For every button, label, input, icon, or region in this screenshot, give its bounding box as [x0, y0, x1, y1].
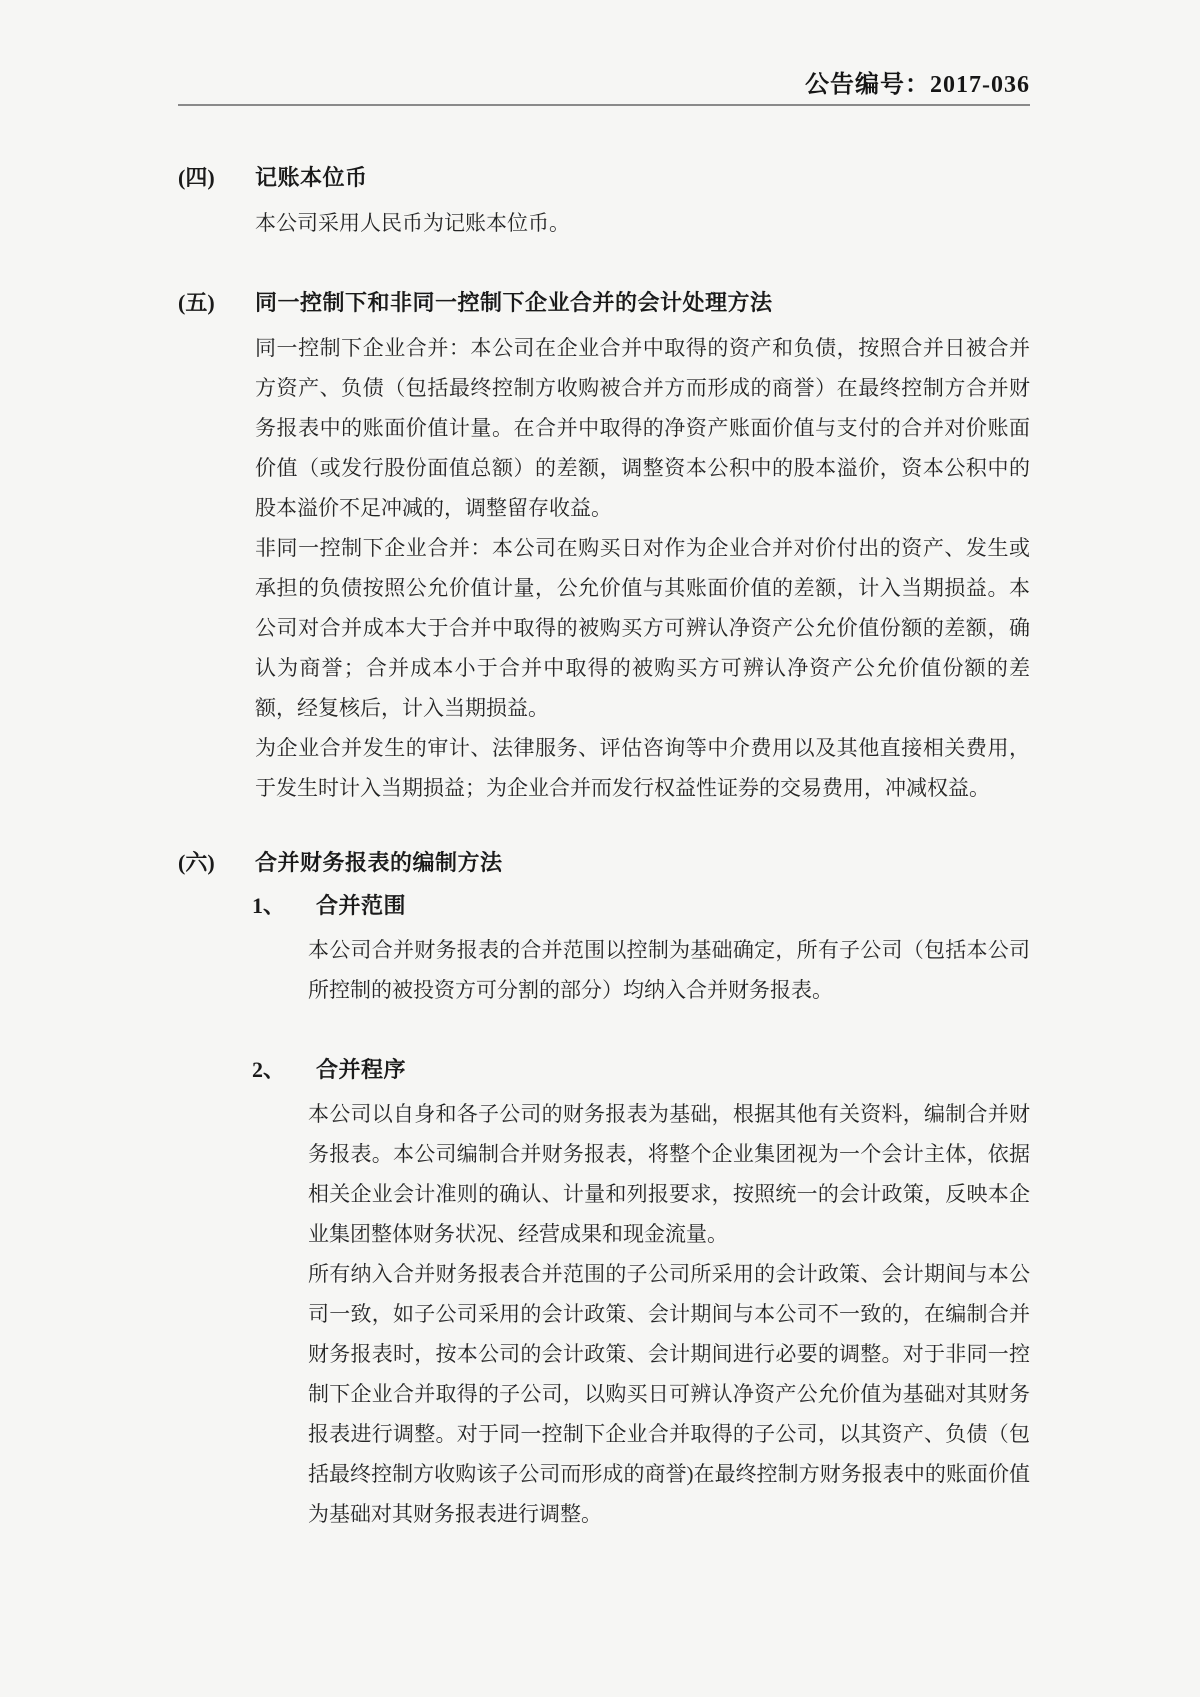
subsection-consolidation-procedure: [252, 1054, 1030, 1534]
section-title: 合并财务报表的编制方法: [255, 850, 503, 875]
subsection-consolidation-scope: [252, 890, 1030, 1010]
paragraph: 本公司以自身和各子公司的财务报表为基础，根据其他有关资料，编制合并财务报表。本公司编制合并财务报表，将整个企业集团视为一个会计主体，依据相关企业会计准则的确认、计量和列报要求，按照统一的会计政策，反映本企业集团整体财务状况、经营成果和现金流量。: [308, 1102, 1030, 1246]
subsection-title: 合并范围: [316, 893, 407, 918]
subsection-number: 2、: [252, 1057, 286, 1082]
paragraph: 所有纳入合并财务报表合并范围的子公司所采用的会计政策、会计期间与本公司一致，如子公司采用的会计政策、会计期间与本公司不一致的，在编制合并财务报表时，按本公司的会计政策、会计期间进行必要的调整。对于非同一控制下企业合并取得的子公司，以购买日可辨认净资产公允价值为基础对其财务报表进行调整。对于同一控制下企业合并取得的子公司，以其资产、负债（包括最终控制方收购该子公司而形成的商誉)在最终控制方财务报表中的账面价值为基础对其财务报表进行调整。: [308, 1262, 1030, 1526]
section-body: [255, 328, 1030, 808]
subsection-title: 合并程序: [316, 1057, 407, 1082]
section-title: 同一控制下和非同一控制下企业合并的会计处理方法: [255, 290, 773, 315]
paragraph: 为企业合并发生的审计、法律服务、评估咨询等中介费用以及其他直接相关费用，于发生时计入当期损益；为企业合并而发行权益性证券的交易费用，冲减权益。: [255, 736, 1030, 800]
section-consolidated-statements: [178, 847, 1030, 1534]
paragraph: 本公司采用人民币为记账本位币。: [255, 211, 570, 235]
paragraph: 本公司合并财务报表的合并范围以控制为基础确定，所有子公司（包括本公司所控制的被投资方可分割的部分）均纳入合并财务报表。: [308, 938, 1030, 1002]
section-body: [255, 203, 1030, 243]
subsection-head: [252, 890, 1030, 922]
doc-number: 公告编号：2017-036: [805, 72, 1030, 98]
section-head: [178, 287, 1030, 319]
paragraph: 同一控制下企业合并：本公司在企业合并中取得的资产和负债，按照合并日被合并方资产、负债（包括最终控制方收购被合并方而形成的商誉）在最终控制方合并财务报表中的账面价值计量。在合并中取得的净资产账面价值与支付的合并对价账面价值（或发行股份面值总额）的差额，调整资本公积中的股本溢价，资本公积中的股本溢价不足冲减的，调整留存收益。: [255, 336, 1030, 520]
section-head: [178, 162, 1030, 194]
section-title: 记账本位币: [255, 165, 368, 190]
subsection-head: [252, 1054, 1030, 1086]
section-number: (六): [178, 850, 215, 875]
section-head: [178, 847, 1030, 879]
section-number: (五): [178, 290, 215, 315]
section-currency: [178, 162, 1030, 243]
subsection-body: [308, 930, 1030, 1010]
section-number: (四): [178, 165, 215, 190]
paragraph: 非同一控制下企业合并：本公司在购买日对作为企业合并对价付出的资产、发生或承担的负债按照公允价值计量，公允价值与其账面价值的差额，计入当期损益。本公司对合并成本大于合并中取得的被购买方可辨认净资产公允价值份额的差额，确认为商誉；合并成本小于合并中取得的被购买方可辨认净资产公允价值份额的差额，经复核后，计入当期损益。: [255, 536, 1030, 720]
header-rule: [178, 104, 1030, 106]
page-header: [178, 0, 1030, 106]
subsection-body: [308, 1094, 1030, 1534]
subsection-number: 1、: [252, 893, 286, 918]
section-business-combination: [178, 287, 1030, 808]
